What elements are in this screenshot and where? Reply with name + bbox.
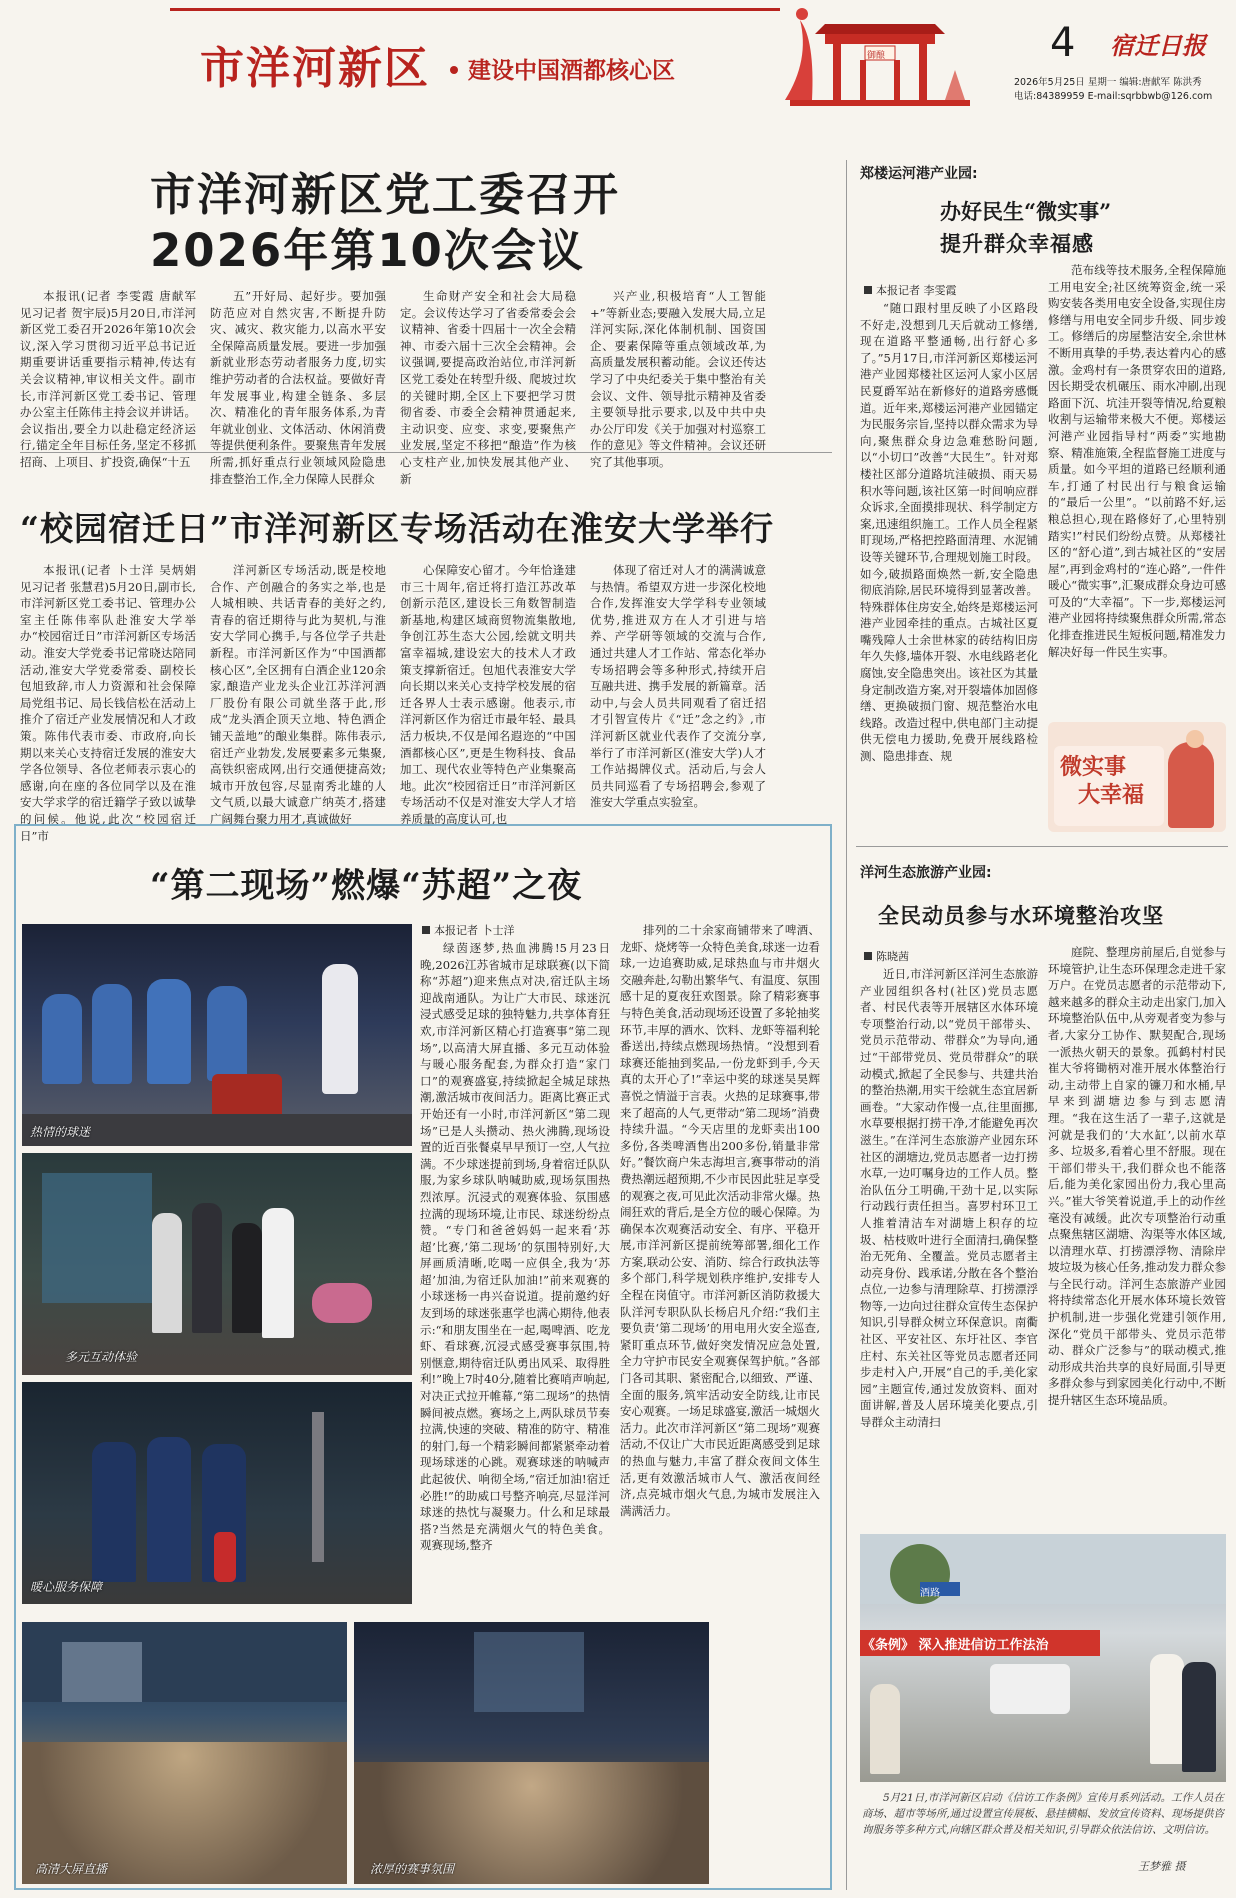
right2-col2: 庭院、整理房前屋后,自觉参与环境管护,让生态环保理念走进千家万户。在党员志愿者的示范带动下,越来越多的群众主动走出家门,加入环境整治队伍中,从旁观者变为参与者,大家分工协作、默契配合,现场一派热火朝天的景象。孤鹤村村民崔大爷将锄柄对准开展水体整治行动,主动带上自家的镰刀和水桶,早早来到湖塘边参与到志愿清理。“我在这生活了一辈子,这就是河就是我们的‘大水缸’,以前水草多、垃圾多,看着心里不舒服。现在干部们带头干,我们群众也不能落后,能为美化家园出份力,我心里高兴。”崔大爷笑着说道,手上的动作丝毫没有减缓。此次专项整治行动重点聚焦辖区湖塘、沟渠等水体区域,以清理水草、打捞漂浮物、清除岸坡垃圾为核心任务,推动发力群众参与全民行动。洋河生态旅游产业园将持续常态化开展水体环境长效管护机制,进一步强化党建引领作用,深化“党员干部带头、党员示范带动、群众广泛参与”的联动模式,推动形成共治共享的良好局面,引导更多群众参与到家园美化行动中,不断提升辖区生态环境品质。: [1048, 945, 1226, 1408]
article1-col1: 本报讯(记者 李雯霞 唐献军 见习记者 贺宇辰)5月20日,市洋河新区党工委召开2026年第10次会议,深入学习贯彻习近平总书记近期重要讲话重要指示精神,传达有关会议精神,审议相关文件。副市长,市洋河新区党工委书记、管理办公室主任陈伟主持会议并讲话。会议指出,要全力以赴稳定经济运行,锚定全年目标任务,坚定不移抓招商、上项目、扩投资,确保“十五: [20, 289, 196, 469]
article2-col4: 体现了宿迁对人才的满满诚意与热情。希望双方进一步深化校地合作,发挥淮安大学学科专业领域优势,推进双方在人才引进与培养、产学研等领域的交流与合作,通过共建人才工作站、常态化举办专场招聘会等多种形式,持续开启互融共进、携手发展的新篇章。活动中,与会人员共同观看了宿迁招才引智宣传片《“迁”念之约》,市洋河新区就业代表作了交流分享,举行了市洋河新区(淮安大学)人才工作站揭牌仪式。活动后,与会人员共同巡看了专场招聘会,参观了淮安大学重点实验室。: [590, 563, 766, 810]
right2-headline: 全民动员参与水环境整治攻坚: [878, 903, 1164, 928]
article2-col2: 洋河新区专场活动,既是校地合作、产创融合的务实之举,也是人城相映、共话青春的美好之约,青春的宿迁期待与此为契机,与淮安大学同心携手,与各位学子共赴新程。市洋河新区作为“中国酒都核心区”,全区拥有白酒企业120余家,酿造产业龙头企业江苏洋河酒厂股份有限公司就坐落于此,形成“龙头酒企顶天立地、特色酒企铺天盖地”的酿业集群。陈伟表示,宿迁产业勃发,发展要素多元集聚,高铁织密成网,出行交通便捷高效;城市开放包容,尽显南秀北雄的人文气质,以最大诚意广纳英才,搭建广阔舞台聚力用才,真诚做好: [210, 563, 386, 826]
article1-headline-line1: 市洋河新区党工委召开: [150, 168, 621, 221]
article1-col3: 生命财产安全和社会大局稳定。会议传达学习了省委常委会会议精神、省委十四届十一次全会精神、市委六届十三次全会精神。会议强调,要提高政治站位,市洋河新区党工委处在转型升级、爬坡过坎的关键时期,全区上下要把学习贯彻省委、市委全会精神贯通起来,主动识变、应变、求变,要聚焦产业发展,坚定不移把“酿造”作为核心支柱产业,加快发展其他产业、新: [400, 289, 576, 486]
section-title: 市洋河新区: [200, 43, 430, 94]
masthead: [0, 0, 1236, 110]
right2-col1: 近日,市洋河新区洋河生态旅游产业园组织各村(社区)党员志愿者、村民代表等开展辖区水体环境专项整治行动,以“党员干部带头、党员示范带动、带群众”为导向,通过“干部带党员、党员带群众”的联动模式,掀起了全民参与、共建共治的整治热潮,用实干绘就生态宜居新画卷。“大家动作慢一点,往里面挪,水草要根据打捞干净,才能避免再次滋生。”在洋河生态旅游产业园东环社区的湖塘边,党员志愿者一边打捞水草,一边叮嘱身边的工作人员。整治队伍分工明确,干劲十足,以实际行动践行责任担当。喜罗村环卫工人推着清洁车对湖塘上积存的垃圾、枯枝败叶进行全面清扫,确保整治无死角、全覆盖。党员志愿者主动亮身份、践承诺,分散在各个整治点位,一边参与清理除草、打捞漂浮物等,一边向过往群众宣传生态保护知识,引导群众树立环保意识。南衢社区、平安社区、东圩社区、李官庄村、东关社区等党员志愿者还同步走村入户,开展“自己的手,美化家园”主题宣传,通过发放资料、面对面讲解,普及人居环境美化要点,引导群众主动清扫: [860, 967, 1038, 1430]
article1-col4: 兴产业,积极培育“人工智能+”等新业态;要融入发展大局,立足洋河实际,深化体制机制、国资国企、要素保障等重点领域改革,为高质量发展积蓄动能。会议还传达学习了中央纪委关于集中整治有关会议、文件、领导批示精神及省委主要领导批示要求,以及中共中央办公厅印发《关于加强对村巡察工作的意见》等文件精神。会议还研究了其他事项。: [590, 289, 766, 469]
article3-byline: 本报记者 卜士洋: [422, 922, 515, 938]
right1-headline-line2: 提升群众幸福感: [940, 231, 1094, 256]
photo-street-sign: 酒路: [920, 1588, 940, 1599]
photo-fans: [22, 924, 412, 1146]
bottom-photo-caption: 5月21日,市洋河新区启动《信访工作条例》宣传月系列活动。工作人员在商场、超市等场所,通过设置宣传展板、悬挂横幅、发放宣传资料、现场提供咨询服务等多种方式,向辖区群众普及相关知识,引导群众依法信访、文明信访。: [862, 1792, 1224, 1836]
right1-col1: “随口跟村里反映了小区路段不好走,没想到几天后就动工修缮,现在道路平整通畅,出行舒心多了。”5月17日,市洋河新区郑楼运河港产业园郑楼社区运河人家小区居民夏爵军站在新修好的道路旁感慨道。近年来,郑楼运河港产业园锚定为民服务宗旨,坚持以群众需求为导向,聚焦群众身边急难愁盼问题,以“小切口”改善“大民生”。针对郑楼社区部分道路坑洼破损、雨天易积水等问题,该社区第一时间响应群众诉求,全面摸排现状、科学制定方案,迅速组织施工。工作人员全程紧盯现场,严格把控路面清理、水泥铺设等关键环节,合理规划施工时段。如今,破损路面焕然一新,安全隐患彻底消除,居民环境得到显著改善。特殊群体住房安全,始终是郑楼运河港产业园牵挂的重点。古城社区夏嘴残障人士余世林家的砖结构旧房年久失修,墙体开裂、水电线路老化腐蚀,安全隐患突出。该社区为其量身定制改造方案,对开裂墙体加固修缮、更换破损门窗、规范整治水电线路。改造过程中,供电部门主动提供无偿电力援助,免费开展线路检测、隐患排查、规: [860, 301, 1038, 764]
phone-line: 电话:84389959 E-mail:sqrbbwb@126.com: [1014, 91, 1213, 102]
article2-col3: 心保障安心留才。今年恰逢建市三十周年,宿迁将打造江苏改革创新示范区,建设长三角数智制造新基地,构建区域商贸物流集散地,争创江苏生态大公园,绘就文明共富幸福城,建设宏大的技术人才政策支撑新宿迁。包旭代表淮安大学向长期以来关心支持学校发展的宿迁各界人士表示感谢。他表示,市洋河新区作为宿迁市最年轻、最具活力板块,不仅是闻名遐迩的“中国酒都核心区”,更是生物科技、食品加工、现代农业等特色产业集聚高地。此次“校园宿迁日”市洋河新区专场活动不仅是对淮安大学人才培养质量的高度认可,也: [400, 563, 576, 826]
bottom-photo-credit: 王梦雅 摄: [1138, 1860, 1186, 1873]
dot-separator: [450, 66, 458, 74]
rule-article1-bottom: [20, 452, 832, 453]
photo-screen: [22, 1622, 347, 1884]
gate-plaque-text: 御酿: [867, 51, 886, 61]
photo-fans-caption: 热情的球迷: [30, 1125, 91, 1139]
article1-col2: 五”开好局、起好步。要加强防范应对自然灾害,不断提升防灾、减灾、救灾能力,以高水平安全保障高质量发展。要进一步加强新就业形态劳动者服务力度,切实维护劳动者的合法权益。要做好青年发展事业,构建全链条、多层次、精准化的青年服务体系,为青年就业创业、文体活动、休闲消费等提供便利条件。要聚焦青年发展所需,抓好重点行业领域风险隐患排查整治工作,全力保障人民群众: [210, 289, 386, 486]
rule-right-column: [846, 160, 847, 1890]
page-number: 4: [1050, 20, 1076, 66]
date-line: 2026年5月25日 星期一 编辑:唐献军 陈洪秀: [1014, 77, 1202, 88]
article2-col1: 本报讯(记者 卜士洋 吴炳娟 见习记者 张慧君)5月20日,副市长,市洋河新区党工委书记、管理办公室主任陈伟率队赴淮安大学举办“校园宿迁日”市洋河新区专场活动。淮安大学党委书记常晓达陪同活动,淮安大学党委常委、副校长包旭致辞,市人力资源和社会保障局党组书记、局长钱信松在活动上推介了宿迁产业发展情况和人才政策。陈伟代表市委、市政府,向长期以来关心支持宿迁发展的淮安大学各位领导、各位老师表示衷心的感谢,向在座的各位同学以及在淮安大学求学的宿迁籍学子致以诚挚的问候。他说,此次“校园宿迁日”市: [20, 563, 196, 843]
right2-byline: 陈晓茜: [864, 948, 909, 964]
article2-headline: “校园宿迁日”市洋河新区专场活动在淮安大学举行: [20, 509, 774, 548]
paper-name-logo: 宿迁日报: [1110, 31, 1206, 60]
article1-headline-line2: 2026年第10次会议: [150, 224, 585, 277]
right1-headline-line1: 办好民生“微实事”: [940, 199, 1112, 224]
article3-col1: 绿茵逐梦,热血沸腾!5月23日晚,2026江苏省城市足球联赛(以下简称“苏超”)迎来焦点对决,宿迁队主场迎战南通队。为让广大市民、球迷沉浸式感受足球的独特魅力,共享体育狂欢,市洋河新区精心打造赛事“第二现场”,以高清大屏直播、多元互动体验与暖心服务配套,为群众打造“家门口”的观赛盛宴,持续掀起全城足球热潮,激活城市夜间活力。距离比赛正式开始还有一小时,市洋河新区“第二现场”已是人头攒动、热火沸腾,现场设置的近百张餐桌早早预订一空,人气拉满。不少球迷提前到场,身着宿迁队队服,为家乡球队呐喊助威,现场氛围热烈浓厚。沉浸式的观赛体验、氛围感拉满的现场环境,让市民、球迷纷纷点赞。“专门和爸爸妈妈一起来看‘苏超’比赛,‘第二现场’的氛围特别好,大屏画质清晰,吃喝一应俱全,我为‘苏超’加油,为宿迁队加油!”前来观赛的小球迷杨一冉兴奋说道。提前邀约好友到场的球迷张惠学也满心期待,他表示:“和朋友围坐在一起,喝啤酒、吃龙虾、看球赛,沉浸式感受赛事氛围,特别惬意,期待宿迁队勇出风采、取得胜利!”晚上7时40分,随着比赛哨声响起,对决正式拉开帷幕,“第二现场”的热情瞬间被点燃。赛场之上,两队球员节奏拉满,快速的突破、精准的防守、精准的射门,每一个精彩瞬间都紧紧牵动着现场球迷的心跳。观赛球迷的呐喊声此起彼伏、响彻全场,“宿迁加油!宿迁必胜!”的助威口号整齐响亮,尽显洋河球迷的热忱与凝聚力。什么和足球最搭?当然是充满烟火气的特色美食。观赛现场,整齐: [420, 941, 610, 1553]
photo-petition-campaign: [860, 1534, 1226, 1782]
photo-atmosphere: [354, 1622, 709, 1884]
right1-col2: 范布线等技术服务,全程保障施工用电安全;社区统筹资金,统一采购安装各类用电安全设备,实现住房修缮与用电安全同步升级、同步竣工。修缮后的房屋整洁安全,余世林不断用真挚的手势,表达着内心的感激。金鸡村有一条贯穿农田的道路,因长期受农机碾压、雨水冲刷,出现路面下沉、坑洼开裂等情况,给夏粮收割与运输带来极大不便。郑楼运河港产业园指导村“两委”实地勘察、精准施策,全程监督施工进度与质量。如今平坦的道路已经顺利通车,打通了村民出行与粮食运输的“最后一公里”。“以前路不好,运粮总担心,现在路修好了,心里特别踏实!”村民们纷纷点赞。从郑楼社区的“舒心道”,到古城社区的“安居屋”,再到金鸡村的“连心路”,一件件暖心“微实事”,汇聚成群众身边可感可及的“大幸福”。下一步,郑楼运河港产业园将持续聚焦群众所需,常态化排查推进民生短板问题,精准发力解决好每一件民生实事。: [1048, 263, 1226, 659]
article3-col2: 排列的二十余家商铺带来了啤酒、龙虾、烧烤等一众特色美食,球迷一边看球,一边追赛助威,足球热血与市井烟火交融奔赴,勾勒出繁华气、有温度、氛围感十足的夏夜狂欢图景。除了精彩赛事与特色美食,活动现场还设置了多轮抽奖环节,丰厚的酒水、饮料、龙虾等福利轮番送出,持续点燃现场热情。“没想到看球赛还能抽到奖品,一份龙虾到手,今天真的太开心了!”幸运中奖的球迷吴昊辉喜悦之情溢于言表。火热的足球赛事,带来了超高的人气,更带动“第二现场”消费持续升温。“今天店里的龙虾卖出100多份,各类啤酒售出200多份,销量非常好。”餐饮商户朱志海坦言,赛事带动的消费热潮远超预期,不少市民因此驻足享受的观赛之夜,可见此次活动非常火爆。热闹狂欢的背后,是全方位的暖心保障。为确保本次观赛活动安全、有序、平稳开展,市洋河新区提前统筹部署,细化工作方案,联动公安、消防、综合行政执法等多个部门,科学规划秩序维护,安排专人全程在岗值守。市洋河新区消防救援大队洋河专职队队长杨启凡介绍:“我们主要负责‘第二现场’的用电用火安全巡查,紧盯重点环节,做好突发情况应急处置,全力守护市民安全观赛保驾护航。”各部门各司其职、紧密配合,以细致、严谨、全面的服务,筑牢活动安全防线,让市民安心观赛。一场足球盛宴,激活一城烟火活力。此次市洋河新区“第二现场”观赛活动,不仅让广大市民近距离感受到足球的热血与魅力,丰富了群众夜间文体生活,更有效激活城市人气、激活夜间经济,点亮城市烟火气息,为城市发展注入满满活力。: [620, 923, 820, 1518]
photo-service: [22, 1382, 412, 1604]
section-slogan: 建设中国酒都核心区: [468, 58, 675, 84]
right1-kicker: 郑楼运河港产业园:: [860, 166, 978, 182]
byline-square-icon: [864, 952, 872, 960]
byline-square-icon: [422, 926, 430, 934]
byline-square-icon: [864, 286, 872, 294]
photo-interactive: [22, 1153, 412, 1375]
right2-kicker: 洋河生态旅游产业园:: [860, 865, 992, 881]
photo-atmosphere-caption: 浓厚的赛事氛围: [370, 1862, 455, 1876]
masthead-top-rule: [170, 8, 780, 11]
right1-badge-line2: 大幸福: [1078, 783, 1145, 808]
rule-right1-bottom: [856, 846, 1228, 847]
article3-headline: “第二现场”燃爆“苏超”之夜: [150, 866, 583, 906]
photo-screen-caption: 高清大屏直播: [35, 1862, 108, 1876]
photo-service-caption: 暖心服务保障: [30, 1580, 103, 1594]
right1-byline: 本报记者 李雯霞: [864, 282, 957, 298]
photo-interactive-caption: 多元互动体验: [65, 1350, 138, 1364]
photo-banner-text: 《条例》 深入推进信访工作法治: [862, 1638, 1049, 1653]
right1-badge-line1: 微实事: [1060, 755, 1127, 780]
